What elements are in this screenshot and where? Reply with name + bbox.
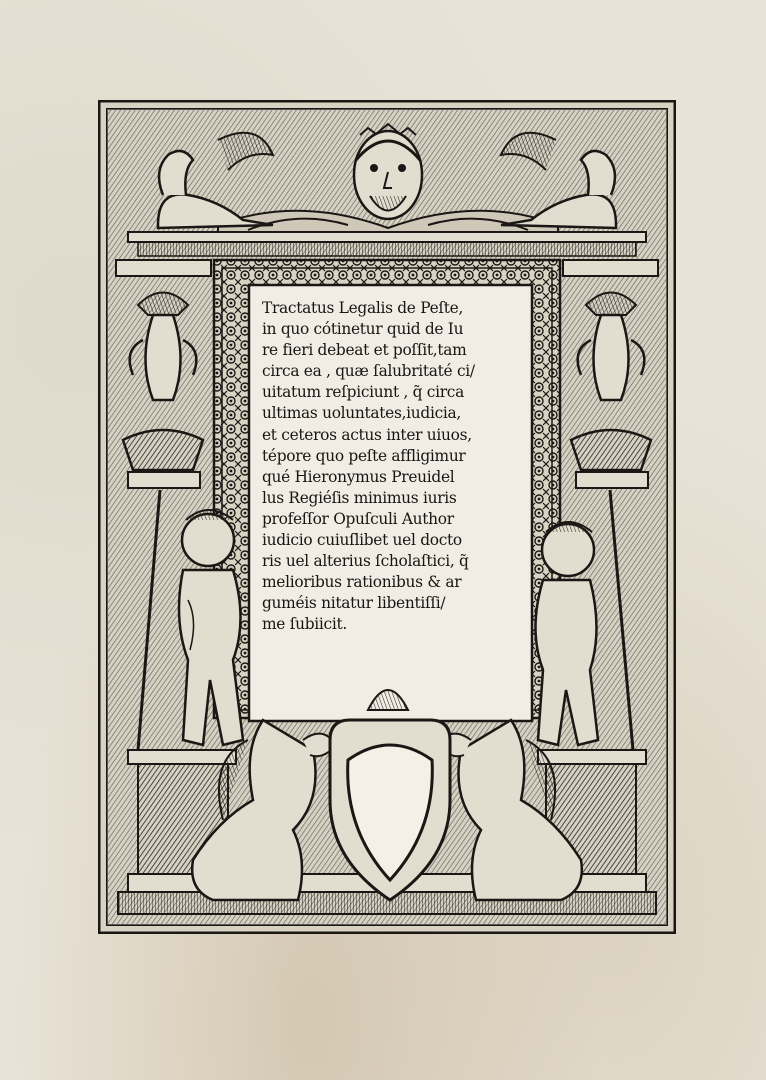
title-line: melioribus rationibus & ar — [262, 573, 462, 592]
title-line: iudicio cuiuſlibet uel docto — [262, 531, 462, 550]
title-line: ultimas uoluntates,iudicia, — [262, 404, 461, 423]
title-line: profeſſor Opuſculi Author — [262, 509, 454, 528]
title-line: uitatum reſpiciunt , q̃ circa — [262, 383, 464, 402]
title-line: circa ea , quæ ſalubritaté ci/ — [262, 362, 475, 381]
title-line: guméis nitatur libentiſſi/ — [262, 594, 446, 613]
title-line: me ſubiicit. — [262, 615, 347, 634]
title-line: tépore quo peſte affligimur — [262, 446, 466, 465]
title-line: ris uel alterius ſcholaſtici, q̃ — [262, 552, 469, 571]
title-line: et ceteros actus inter uiuos, — [262, 425, 472, 444]
title-line: Tractatus Legalis de Peſte, — [262, 299, 464, 317]
title-line: in quo cótinetur quid de Iu — [262, 320, 464, 339]
title-line: re fieri debeat et poſſit,tam — [262, 341, 467, 360]
title-text-block — [262, 298, 524, 636]
title-line: qué Hieronymus Preuidel — [262, 467, 455, 486]
title-line: lus Regiéſis minimus iuris — [262, 488, 457, 507]
